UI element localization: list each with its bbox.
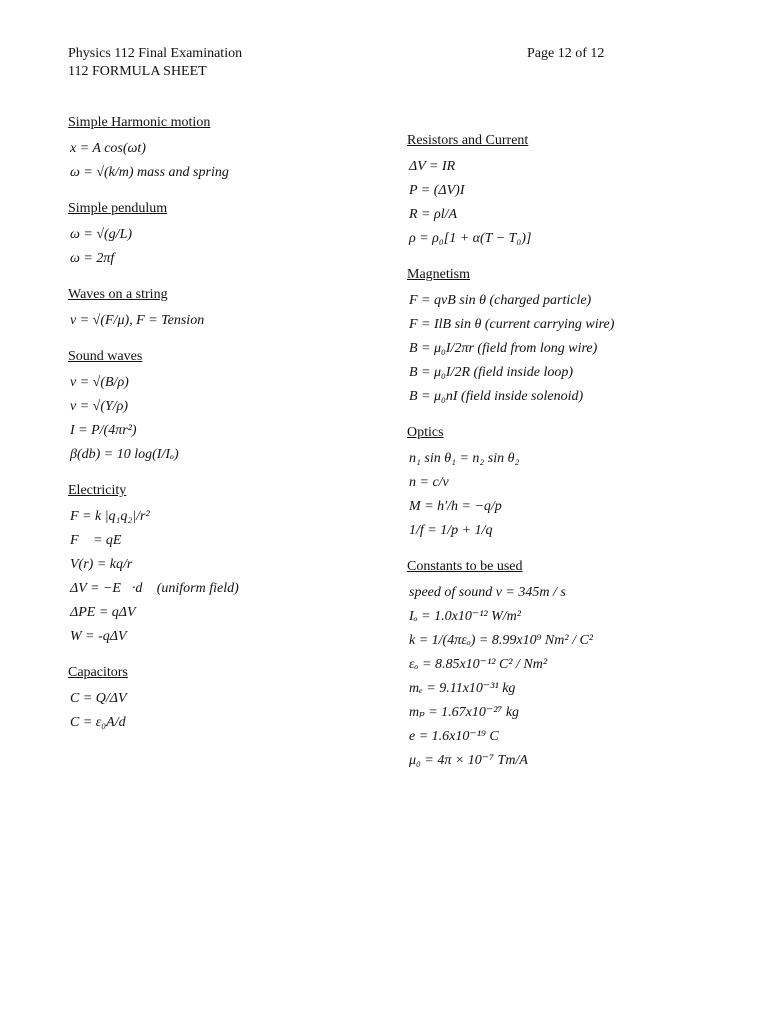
formula: B = μ₀I/2πr (field from long wire) bbox=[409, 341, 598, 356]
formula: β(db) = 10 log(I/Iₒ) bbox=[70, 447, 179, 462]
formula: F = k |q₁q₂|/r² bbox=[70, 509, 150, 524]
formula: R = ρl/A bbox=[409, 207, 458, 222]
section-optics bbox=[407, 424, 747, 540]
section-magnetism bbox=[407, 266, 747, 406]
section-title: Optics bbox=[407, 425, 444, 440]
formula: v = √(F/μ), F = Tension bbox=[70, 313, 205, 328]
formula: ω = 2πf bbox=[70, 251, 115, 266]
section-resistors-and-current bbox=[407, 132, 747, 248]
formula: ΔPE = qΔV bbox=[70, 605, 136, 620]
section-title: Waves on a string bbox=[68, 287, 168, 302]
formula: k = 1/(4πεₒ) = 8.99x10⁹ Nm² / C² bbox=[409, 633, 594, 648]
section-title: Sound waves bbox=[68, 349, 143, 364]
formula: x = A cos(ωt) bbox=[70, 141, 146, 156]
formula: mₚ = 1.67x10⁻²⁷ kg bbox=[409, 705, 520, 720]
formula: C = Q/ΔV bbox=[70, 691, 127, 706]
formula: M = h'/h = −q/p bbox=[409, 499, 502, 514]
section-electricity bbox=[68, 482, 388, 646]
section-title: Resistors and Current bbox=[407, 133, 529, 148]
formula: V(r) = kq/r bbox=[70, 557, 133, 572]
formula: speed of sound v = 345m / s bbox=[409, 585, 566, 600]
formula: ρ = ρ₀[1 + α(T − T₀)] bbox=[409, 231, 532, 246]
section-simple-pendulum bbox=[68, 200, 388, 268]
formula: Iₒ = 1.0x10⁻¹² W/m² bbox=[409, 609, 521, 624]
formula: ΔV = IR bbox=[409, 159, 456, 174]
formula: ω = √(k/m) mass and spring bbox=[70, 165, 229, 180]
section-constants bbox=[407, 558, 747, 770]
formula: ΔV = −E⃗·d⃗ (uniform field) bbox=[70, 581, 239, 596]
section-title: Simple pendulum bbox=[68, 201, 168, 216]
section-title: Capacitors bbox=[68, 665, 128, 680]
sheet-title: 112 FORMULA SHEET bbox=[68, 64, 207, 79]
formula: n₁ sin θ₁ = n₂ sin θ₂ bbox=[409, 451, 520, 466]
formula: C = ε₀A/d bbox=[70, 715, 126, 730]
formula: n = c/v bbox=[409, 475, 449, 490]
right-column bbox=[407, 132, 747, 788]
formula: F = IlB sin θ (current carrying wire) bbox=[409, 317, 615, 332]
formula: F⃗ = qE⃗ bbox=[70, 533, 133, 548]
section-title: Magnetism bbox=[407, 267, 470, 282]
section-title: Electricity bbox=[68, 483, 127, 498]
section-title: Simple Harmonic motion bbox=[68, 115, 211, 130]
section-waves-on-a-string bbox=[68, 286, 388, 330]
formula: I = P/(4πr²) bbox=[70, 423, 137, 438]
exam-title: Physics 112 Final Examination bbox=[68, 46, 243, 61]
formula: B = μ₀I/2R (field inside loop) bbox=[409, 365, 574, 380]
formula: ω = √(g/L) bbox=[70, 227, 133, 242]
left-column bbox=[68, 114, 388, 750]
formula: v = √(B/ρ) bbox=[70, 375, 129, 390]
formula: B = μ₀nI (field inside solenoid) bbox=[409, 389, 584, 404]
formula: F = qvB sin θ (charged particle) bbox=[409, 293, 592, 308]
formula: e = 1.6x10⁻¹⁹ C bbox=[409, 729, 499, 744]
formula: μ₀ = 4π × 10⁻⁷ Tm/A bbox=[409, 753, 528, 768]
formula: v = √(Y/ρ) bbox=[70, 399, 129, 414]
section-title: Constants to be used bbox=[407, 559, 523, 574]
section-capacitors bbox=[68, 664, 388, 732]
formula: εₒ = 8.85x10⁻¹² C² / Nm² bbox=[409, 657, 548, 672]
formula: W = -qΔV bbox=[70, 629, 127, 644]
formula: mₑ = 9.11x10⁻³¹ kg bbox=[409, 681, 516, 696]
section-sound-waves bbox=[68, 348, 388, 464]
section-simple-harmonic-motion bbox=[68, 114, 388, 182]
formula: P = (ΔV)I bbox=[409, 183, 465, 198]
page-number: Page 12 of 12 bbox=[527, 46, 605, 61]
formula: 1/f = 1/p + 1/q bbox=[409, 523, 493, 538]
